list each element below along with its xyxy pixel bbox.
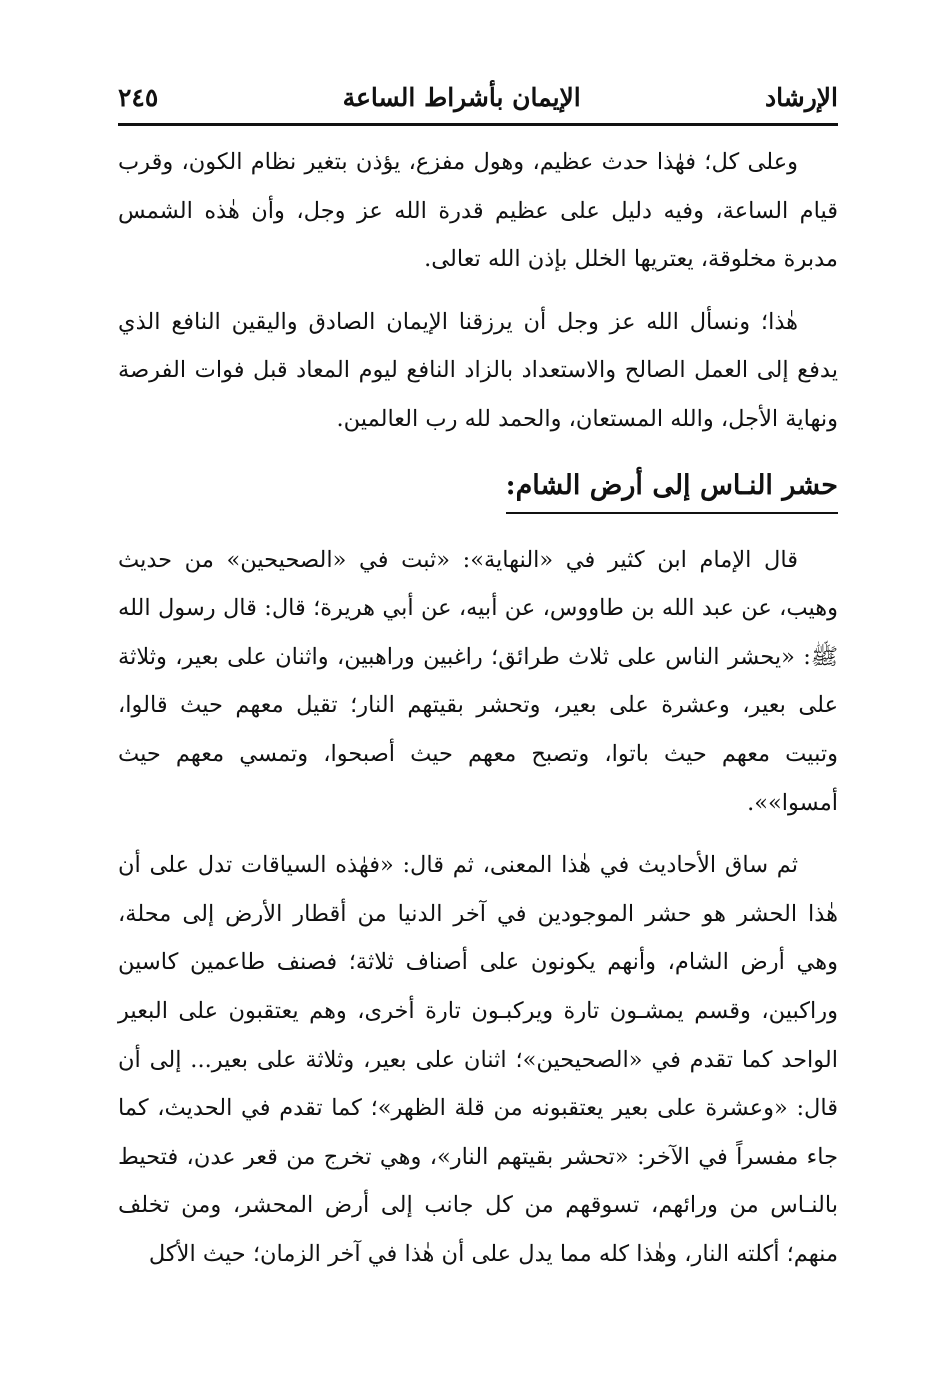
page-body <box>118 138 838 1292</box>
running-header <box>118 70 838 120</box>
page-number: ٢٤٥ <box>118 83 159 112</box>
paragraph: وعلى كل؛ فهٰذا حدث عظيم، وهول مفزع، يؤذن بتغير نظام الكون، وقرب قيام الساعة، وفيه دليل على عظيم قدرة الله عز وجل، وأن هٰذه الشمس مدبرة مخلوقة، يعتريها الخلل بإذن الله تعالى. <box>118 149 838 273</box>
section-heading: حشر النـاس إلى أرض الشام: <box>506 462 838 514</box>
header-book-title: الإرشاد <box>765 83 838 112</box>
header-divider <box>118 123 838 126</box>
header-chapter-title: الإيمان بأشراط الساعة <box>342 83 581 112</box>
paragraph: قال الإمام ابن كثير في «النهاية»: «ثبت في «الصحيحين» من حديث وهيب، عن عبد الله بن طاووس، عن أبيه، عن أبي هريرة؛ قال: قال رسول الله ﷺ: «يحشر الناس على ثلاث طرائق؛ راغبين وراهبين، واثنان على بعير، وثلاثة على بعير، وعشرة على بعير، وتحشر بقيتهم النار؛ تقيل معهم حيث قالوا، وتبيت معهم حيث باتوا، وتصبح معهم حيث أصبحوا، وتمسي معهم حيث أمسوا»». <box>118 546 838 816</box>
paragraph: هٰذا؛ ونسأل الله عز وجل أن يرزقنا الإيمان الصادق واليقين النافع الذي يدفع إلى العمل الصالح والاستعداد بالزاد النافع ليوم المعاد قبل فوات الفرصة ونهاية الأجل، والله المستعان، والحمد لله رب العالمين. <box>118 308 838 432</box>
section-heading-wrap <box>118 458 838 536</box>
paragraph: ثم ساق الأحاديث في هٰذا المعنى، ثم قال: «فهٰذه السياقات تدل على أن هٰذا الحشر هو حشر الموجودين في آخر الدنيا من أقطار الأرض إلى محلة، وهي أرض الشام، وأنهم يكونون على أصناف ثلاثة؛ فصنف طاعمين كاسين وراكبين، وقسم يمشـون تارة ويركبـون تارة أخرى، وهم يعتقبون على البعير الواحد كما تقدم في «الصحيحين»؛ اثنان على بعير، وثلاثة على بعير... إلى أن قال: «وعشرة على بعير يعتقبونه من قلة الظهر»؛ كما تقدم في الحديث، كما جاء مفسراً في الآخر: «تحشر بقيتهم النار»، وهي تخرج من قعر عدن، فتحيط بالنـاس من ورائهم، تسوقهم من كل جانب إلى أرض المحشر، ومن تخلف منهم؛ أكلته النار، وهٰذا كله مما يدل على أن هٰذا في آخر الزمان؛ حيث الأكل <box>118 852 838 1267</box>
